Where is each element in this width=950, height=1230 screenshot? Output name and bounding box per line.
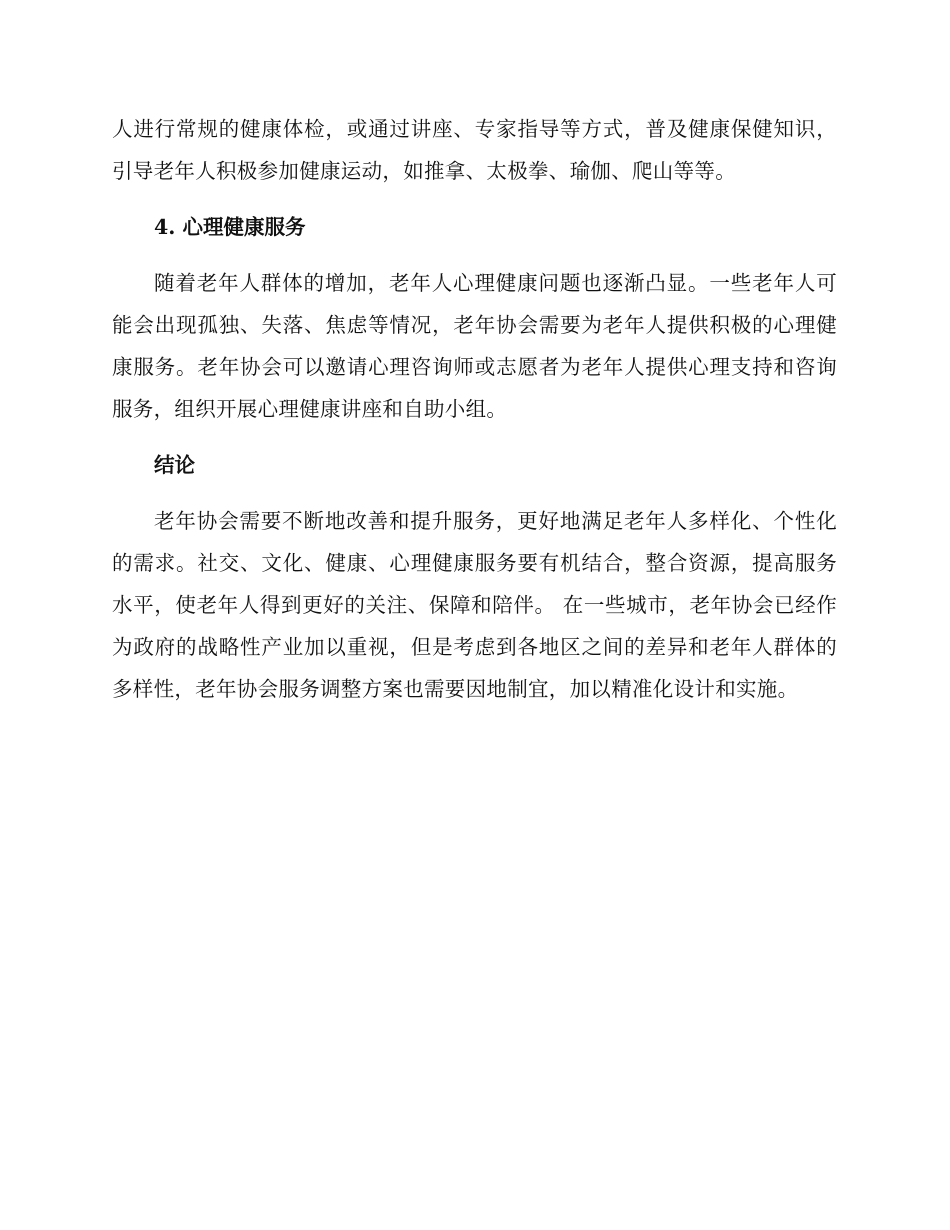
document-body [112, 108, 837, 710]
paragraph-mental-health-service: 随着老年人群体的增加，老年人心理健康问题也逐渐凸显。一些老年人可能会出现孤独、失落、焦虑等情况，老年协会需要为老年人提供积极的心理健康服务。老年协会可以邀请心理咨询师或志愿者为老年人提供心理支持和咨询服务，组织开展心理健康讲座和自助小组。 [112, 271, 837, 421]
paragraph-health-checkup-continuation: 人进行常规的健康体检，或通过讲座、专家指导等方式，普及健康保健知识，引导老年人积极参加健康运动，如推拿、太极拳、瑜伽、爬山等等。 [112, 117, 837, 183]
section-heading-conclusion: 结论 [154, 453, 195, 477]
paragraph-conclusion: 老年协会需要不断地改善和提升服务，更好地满足老年人多样化、个性化的需求。社交、文化、健康、心理健康服务要有机结合，整合资源，提高服务水平，使老年人得到更好的关注、保障和陪伴。 在一些城市，老年协会已经作为政府的战略性产业加以重视，但是考虑到各地区之间的差异和老年人群体的多样性，老年协会服务调整方案也需要因地制宜，加以精准化设计和实施。 [112, 509, 837, 701]
section-heading-mental-health: 4. 心理健康服务 [154, 215, 306, 239]
